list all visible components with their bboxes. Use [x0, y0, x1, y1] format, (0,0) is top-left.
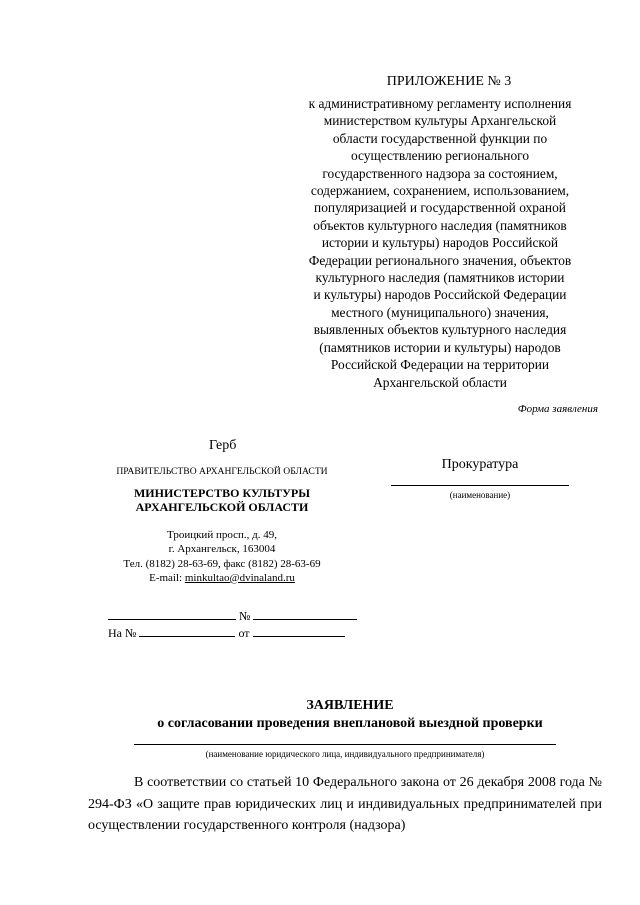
email-label: E-mail:: [149, 571, 185, 584]
number-sign: №: [239, 609, 251, 623]
document-title: ЗАЯВЛЕНИЕ: [306, 698, 394, 713]
coat-of-arms-label: Герб: [209, 438, 237, 453]
government-name: ПРАВИТЕЛЬСТВО АРХАНГЕЛЬСКОЙ ОБЛАСТИ: [116, 466, 328, 477]
appendix-line: истории и культуры) народов Российской: [321, 235, 559, 251]
addressee-name: Прокуратура: [441, 457, 519, 472]
appendix-line: государственного надзора за состоянием,: [322, 165, 558, 181]
form-note: Форма заявления: [517, 403, 598, 415]
appendix-line: содержанием, сохранением, использованием,: [310, 183, 570, 199]
appendix-line: выявленных объектов культурного наследия: [313, 322, 567, 338]
appendix-line: объектов культурного наследия (памятников: [313, 217, 567, 233]
number-blank-line: [253, 619, 357, 620]
appendix-line: министерством культуры Архангельской: [323, 113, 557, 129]
appendix-line: к административному регламенту исполнения: [308, 96, 572, 111]
date-blank-line: [108, 619, 236, 620]
address-city: г. Архангельск, 163004: [168, 543, 276, 556]
appendix-description: [272, 95, 608, 391]
appendix-line: области государственной функции по: [332, 130, 548, 146]
addressee-hint: (наименование): [449, 490, 511, 500]
document-subtitle: о согласовании проведения внеплановой выездной проверки: [157, 716, 543, 731]
reply-number-blank-line: [139, 636, 235, 637]
appendix-line: Архангельской области: [373, 374, 507, 390]
ministry-address: [80, 528, 364, 585]
email-link[interactable]: minkultao@dvinaland.ru: [184, 571, 295, 584]
appendix-line: осуществлению регионального: [350, 148, 530, 164]
entity-blank-line: [134, 744, 556, 745]
ministry-name-line: МИНИСТЕРСТВО КУЛЬТУРЫ: [133, 486, 311, 500]
body-paragraph: В соответствии со статьей 10 Федерального закона от 26 декабря 2008 года № 294-ФЗ «О защите прав юридических лиц и индивидуальных предпринимателей при осуществлении государственного контроля (надзора): [88, 775, 602, 833]
appendix-line: и культуры) народов Российской Федерации: [313, 287, 567, 303]
entity-hint: (наименование юридического лица, индивидуального предпринимателя): [205, 749, 485, 759]
addressee-blank-line: [391, 485, 569, 486]
appendix-title: ПРИЛОЖЕНИЕ № 3: [386, 74, 512, 89]
outgoing-number-row: [108, 609, 357, 624]
reply-date-blank-line: [253, 636, 345, 637]
ministry-name: [100, 486, 344, 514]
phone-fax: Тел. (8182) 28-63-69, факс (8182) 28-63-69: [123, 557, 321, 570]
appendix-line: популяризацией и государственной охраной: [314, 200, 566, 216]
reply-number-label: На №: [108, 626, 137, 640]
address-street: Троицкий просп., д. 49,: [167, 529, 277, 541]
appendix-line: местного (муниципального) значения,: [331, 304, 549, 320]
reply-date-label: от: [238, 626, 250, 640]
reply-number-row: [108, 626, 345, 641]
appendix-line: культурного наследия (памятников истории: [315, 270, 565, 286]
appendix-line: Российской Федерации на территории: [330, 357, 550, 373]
email-row: [80, 571, 364, 585]
appendix-line: (памятников истории и культуры) народов: [319, 339, 561, 355]
appendix-line: Федерации регионального значения, объектов: [308, 252, 572, 268]
ministry-name-line: АРХАНГЕЛЬСКОЙ ОБЛАСТИ: [135, 500, 309, 514]
